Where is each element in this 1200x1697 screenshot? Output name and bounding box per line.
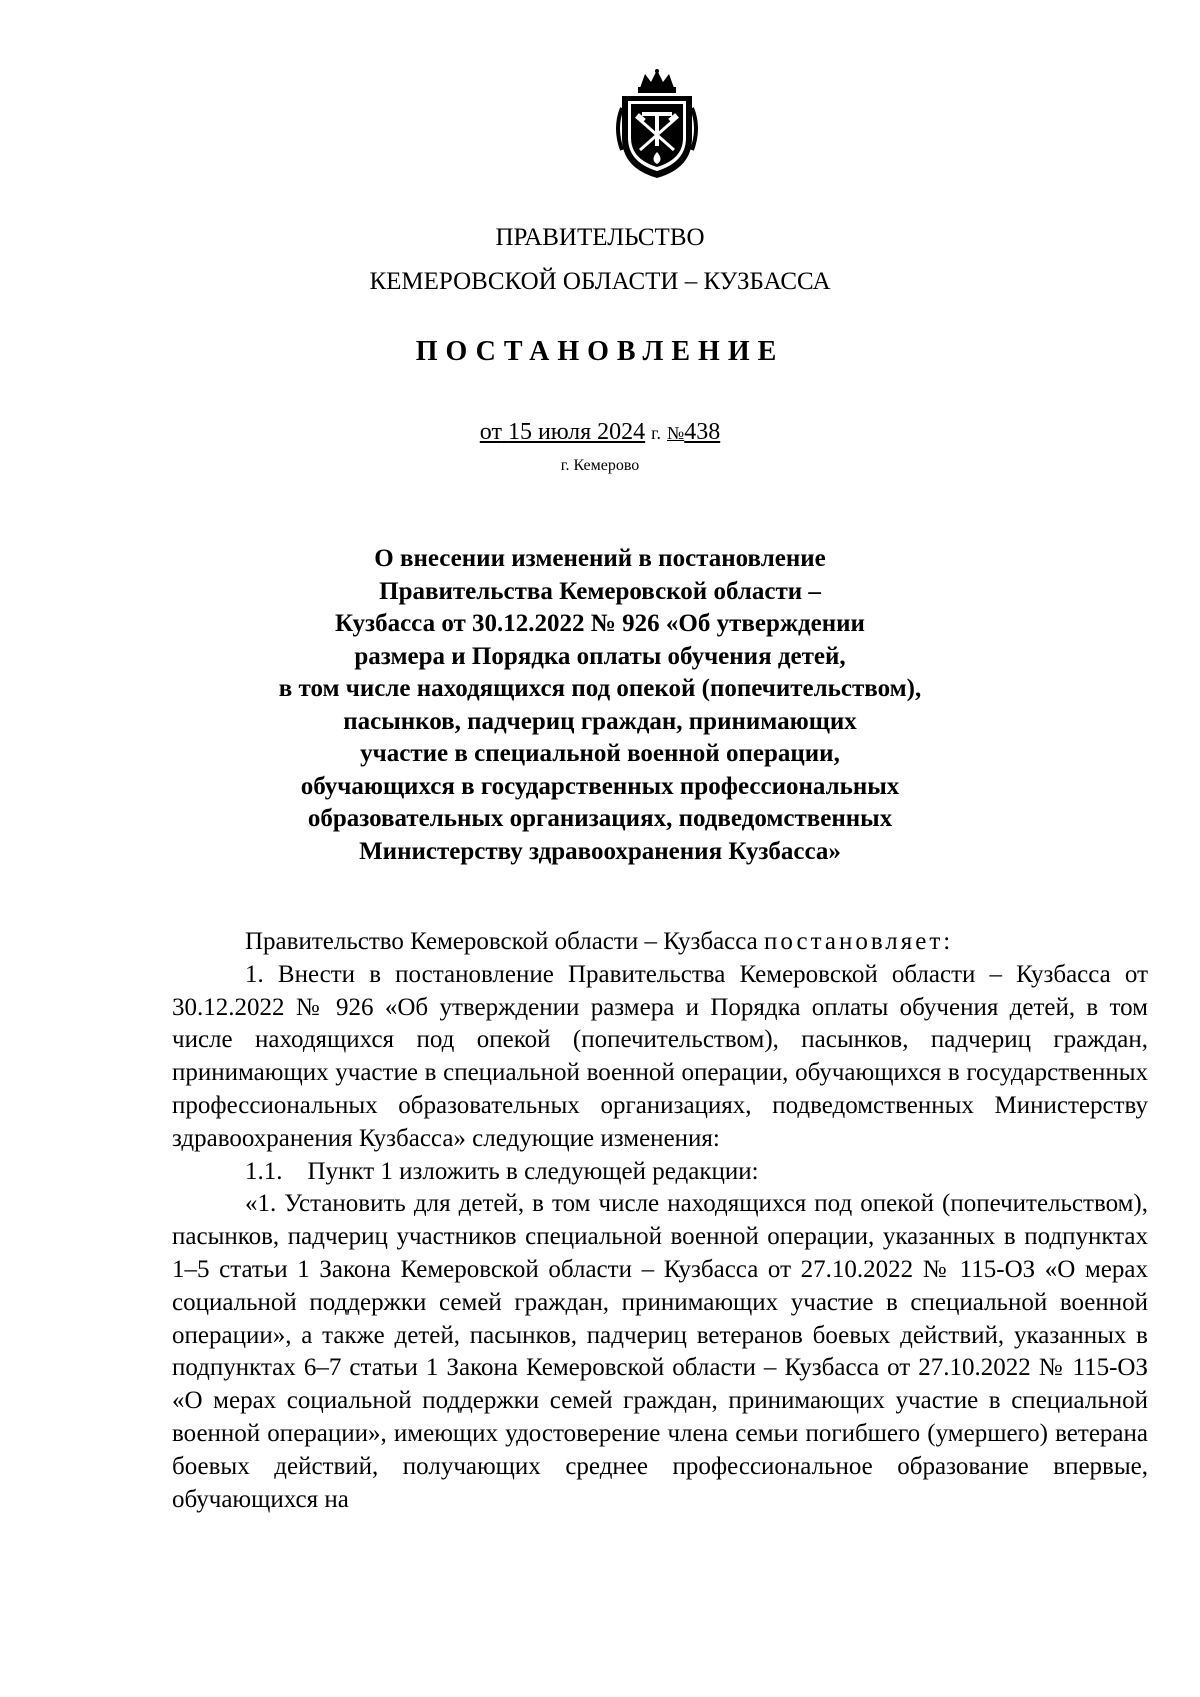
title-line: пасынков, падчериц граждан, принимающих bbox=[343, 707, 857, 735]
year-suffix: г. bbox=[651, 423, 662, 443]
preamble-text: Правительство Кемеровской области – Кузбасса bbox=[245, 928, 758, 955]
date-number-line bbox=[0, 419, 1200, 446]
title-line: образовательных организациях, подведомственных bbox=[307, 805, 893, 832]
paragraph-2: «1. Установить для детей, в том числе находящихся под опекой (попечительством), пасынков, падчериц участников специальной военной операции, указанных в подпунктах 1–5 статьи 1 Закона Кемеровской области – Кузбасса от 27.10.2022 № 115-ОЗ «О мерах социальной поддержки семей граждан, принимающих участие в специальной военной операции», а также детей, пасынков, падчериц ветеранов боевых действий, указанных в подпунктах 6–7 статьи 1 Закона Кемеровской области – Кузбасса от 27.10.2022 № 115-ОЗ «О мерах социальной поддержки семей граждан, принимающих участие в специальной военной операции», имеющих удостоверение члена семьи погибшего (умершего) ветерана боевых действий, получающих среднее профессиональное образование впервые, обучающихся на bbox=[172, 1190, 1148, 1513]
number-sign: № bbox=[667, 423, 685, 443]
city-name: г. Кемерово bbox=[560, 457, 640, 474]
organization-name-line1: ПРАВИТЕЛЬСТВО bbox=[495, 224, 705, 251]
title-line: обучающихся в государственных профессиональных bbox=[300, 772, 900, 800]
coat-of-arms-emblem bbox=[612, 68, 702, 180]
document-title bbox=[0, 543, 1200, 868]
document-type: ПОСТАНОВЛЕНИЕ bbox=[415, 336, 785, 367]
document-date: 15 июля 2024 bbox=[507, 419, 646, 445]
document-number: 438 bbox=[684, 419, 721, 445]
preamble bbox=[172, 926, 1148, 959]
title-line: в том числе находящихся под опекой (попечительством), bbox=[278, 675, 922, 702]
organization-name-line2: КЕМЕРОВСКОЙ ОБЛАСТИ – КУЗБАССА bbox=[369, 268, 831, 295]
title-line: О внесении изменений в постановление bbox=[374, 545, 826, 572]
item-1-1-text: Пункт 1 изложить в следующей редакции: bbox=[307, 1157, 759, 1185]
title-line: Министерству здравоохранения Кузбасса» bbox=[359, 837, 841, 865]
title-line: размера и Порядка оплаты обучения детей, bbox=[354, 642, 846, 670]
title-line: Кузбасса от 30.12.2022 № 926 «Об утверждении bbox=[335, 610, 865, 637]
title-line: участие в специальной военной операции, bbox=[360, 740, 840, 767]
paragraph-1: 1. Внести в постановление Правительства Кемеровской области – Кузбасса от 30.12.2022 № 926 «Об утверждении размера и Порядка оплаты обучения детей, в том числе находящихся под опекой (попечительством), пасынков, падчериц граждан, принимающих участие в специальной военной операции, обучающихся в государственных профессиональных образовательных организациях, подведомственных Министерству здравоохранения Кузбасса» следующие изменения: bbox=[172, 960, 1148, 1152]
item-1-1-number: 1.1. bbox=[245, 1157, 283, 1185]
title-line: Правительства Кемеровской области – bbox=[379, 577, 821, 605]
date-prefix: от bbox=[479, 419, 502, 445]
document-body bbox=[172, 926, 1148, 1516]
item-1-1 bbox=[172, 1156, 1148, 1189]
preamble-spaced-word: постановляет: bbox=[764, 928, 954, 955]
